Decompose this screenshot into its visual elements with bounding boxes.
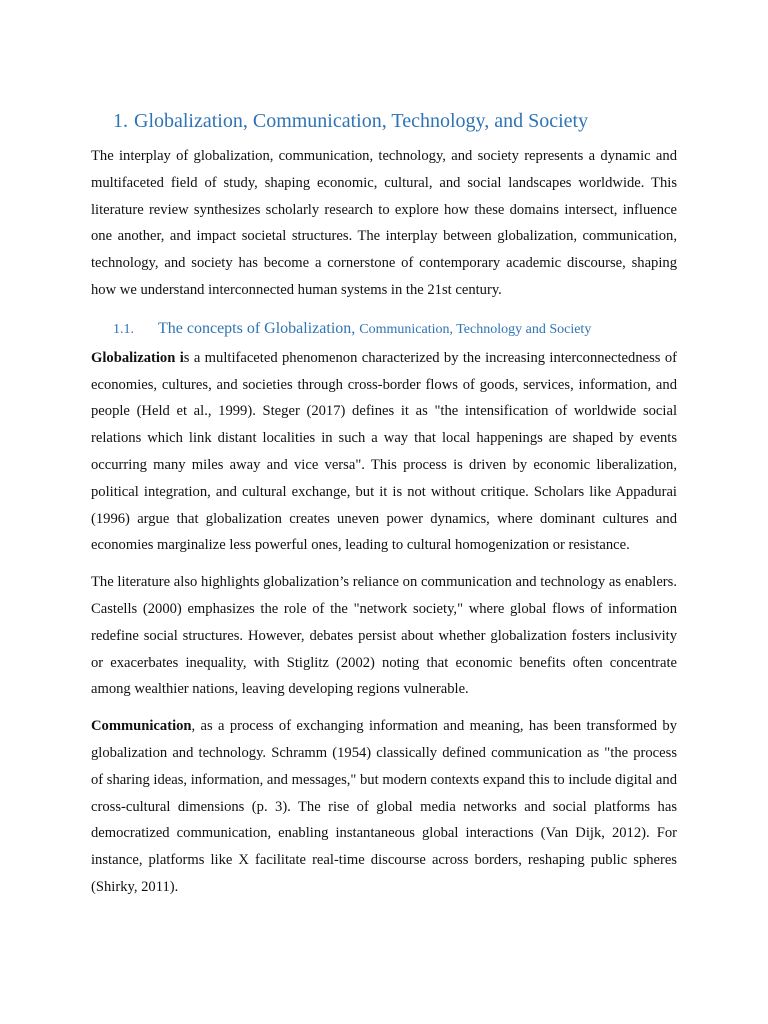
communication-text: , as a process of exchanging information and meaning, has been transformed by globalization and technology. Schramm (1954) classically defined communication as "the process of sharing ideas, information, and messages," but modern contexts expand this to include digital and cross-cultural dimensions (p. 3). The rise of global media networks and social platforms has democratized communication, enabling instantaneous global interactions (Van Dijk, 2012). For instance, platforms like X facilitate real-time discourse across borders, reshaping public spheres (Shirky, 2011). — [91, 718, 677, 895]
literature-paragraph: The literature also highlights globalization’s reliance on communication and technology as enablers. Castells (2000) emphasizes the role of the "network society," where global flows of information redefine social structures. However, debates persist about whether globalization fosters inclusivity or exacerbates inequality, with Stiglitz (2002) noting that economic benefits often concentrate among wealthier nations, leaving developing regions vulnerable. — [91, 574, 677, 698]
globalization-text: s a multifaceted phenomenon characterized by the increasing interconnectedness of economies, cultures, and societies through cross-border flows of goods, services, information, and people (Held et al., 1999). Steger (2017) defines it as "the intensification of worldwide social relations which link distant localities in such a way that local happenings are shaped by events occurring many miles away and vice versa". This process is driven by economic liberalization, political integration, and cultural exchange, but it is not without critique. Scholars like Appadurai (1996) argue that globalization creates uneven power dynamics, where dominant cultures and economies marginalize less powerful ones, leading to cultural homogenization or resistance. — [91, 349, 677, 554]
subsection-title-part1: The concepts of Globalization, — [158, 319, 356, 337]
section-title: Globalization, Communication, Technology, and Society — [134, 110, 589, 132]
communication-term: Communication — [91, 718, 192, 735]
section-heading — [91, 107, 677, 135]
subsection-title-part2: Communication, Technology and Society — [359, 321, 592, 337]
subsection-heading — [91, 318, 677, 341]
intro-paragraph: The interplay of globalization, communication, technology, and society represents a dynamic and multifaceted field of study, shaping economic, cultural, and social landscapes worldwide. This literature review synthesizes scholarly research to explore how these domains intersect, influence one another, and impact societal structures. The interplay between globalization, communication, technology, and society has become a cornerstone of contemporary academic discourse, shaping how we understand interconnected human systems in the 21st century. — [91, 148, 677, 298]
communication-paragraph — [91, 713, 677, 901]
globalization-term: Globalization i — [91, 349, 184, 366]
section-number: 1. — [113, 110, 128, 132]
subsection-number: 1.1. — [113, 321, 134, 337]
globalization-paragraph — [91, 345, 677, 559]
document-body — [91, 107, 677, 901]
